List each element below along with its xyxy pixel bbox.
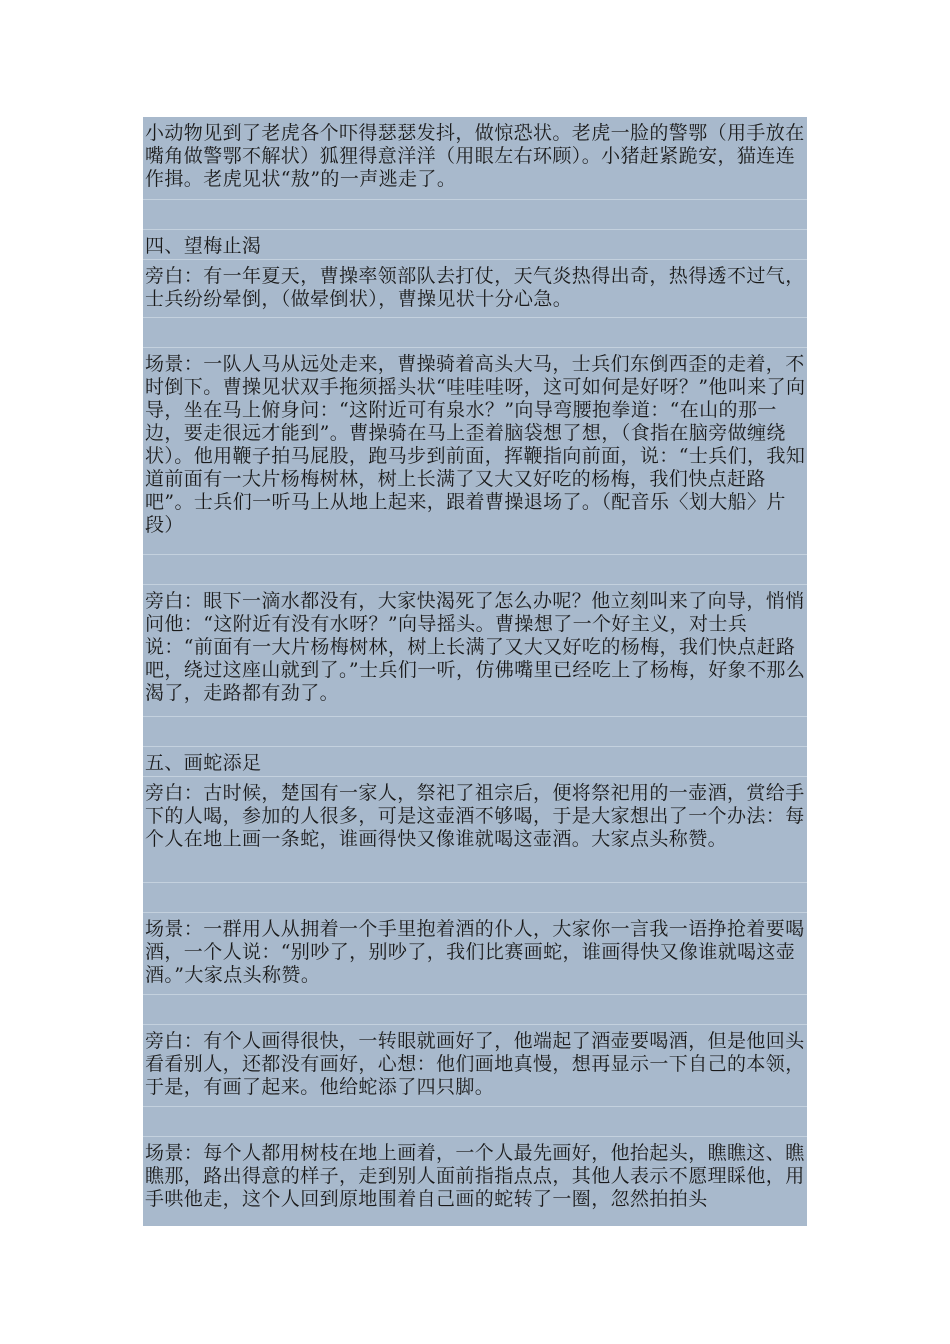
document-body (143, 117, 807, 1226)
paragraph-narration-3: 旁白：古时候，楚国有一家人，祭祀了祖宗后，便将祭祀用的一壶酒，赏给手下的人喝，参加的人很多，可是这壶酒不够喝，于是大家想出了一个办法：每个人在地上画一条蛇，谁画得快又像谁就喝这壶酒。大家点头称赞。 (143, 777, 807, 883)
paragraph-tiger-ending: 小动物见到了老虎各个吓得瑟瑟发抖，做惊恐状。老虎一脸的警鄂（用手放在嘴角做警鄂不解状）狐狸得意洋洋（用眼左右环顾）。小猪赶紧跪安，猫连连作揖。老虎见状“敖”的一声逃走了。 (143, 117, 807, 200)
blank-row (143, 318, 807, 348)
blank-row (143, 883, 807, 913)
paragraph-narration-1: 旁白：有一年夏天，曹操率领部队去打仗，天气炎热得出奇，热得透不过气，士兵纷纷晕倒，（做晕倒状），曹操见状十分心急。 (143, 260, 807, 318)
paragraph-narration-2: 旁白：眼下一滴水都没有，大家快渴死了怎么办呢？他立刻叫来了向导，悄悄问他：“这附近有没有水呀？”向导摇头。曹操想了一个好主义，对士兵说：“前面有一大片杨梅树林，树上长满了又大又好吃的杨梅，我们快点赶路吧，绕过这座山就到了。”士兵们一听，仿佛嘴里已经吃上了杨梅，好象不那么渴了，走路都有劲了。 (143, 585, 807, 717)
blank-row (143, 995, 807, 1025)
blank-row (143, 200, 807, 230)
section-heading-wangmeizhike: 四、望梅止渴 (143, 230, 807, 260)
blank-row (143, 555, 807, 585)
paragraph-scene-2: 场景：一群用人从拥着一个手里抱着酒的仆人，大家你一言我一语挣抢着要喝酒，一个人说：“别吵了，别吵了，我们比赛画蛇，谁画得快又像谁就喝这壶酒。”大家点头称赞。 (143, 913, 807, 995)
blank-row (143, 717, 807, 747)
blank-row (143, 1107, 807, 1137)
section-heading-huashetianzu: 五、画蛇添足 (143, 747, 807, 777)
paragraph-scene-1: 场景：一队人马从远处走来，曹操骑着高头大马，士兵们东倒西歪的走着，不时倒下。曹操见状双手拖须摇头状“哇哇哇呀，这可如何是好呀？”他叫来了向导，坐在马上俯身问：“这附近可有泉水？”向导弯腰抱拳道：“在山的那一边，要走很远才能到”。曹操骑在马上歪着脑袋想了想，（食指在脑旁做缠绕状）。他用鞭子拍马屁股，跑马步到前面，挥鞭指向前面，说：“士兵们，我知道前面有一大片杨梅树林，树上长满了又大又好吃的杨梅，我们快点赶路吧”。士兵们一听马上从地上起来，跟着曹操退场了。（配音乐〈划大船〉片段） (143, 348, 807, 555)
paragraph-scene-3: 场景：每个人都用树枝在地上画着，一个人最先画好，他抬起头，瞧瞧这、瞧瞧那，路出得意的样子，走到别人面前指指点点，其他人表示不愿理睬他，用手哄他走，这个人回到原地围着自己画的蛇转了一圈，忽然拍拍头 (145, 1142, 805, 1210)
paragraph-narration-4: 旁白：有个人画得很快，一转眼就画好了，他端起了酒壶要喝酒，但是他回头看看别人，还都没有画好，心想：他们画地真慢，想再显示一下自己的本领，于是，有画了起来。他给蛇添了四只脚。 (143, 1025, 807, 1107)
